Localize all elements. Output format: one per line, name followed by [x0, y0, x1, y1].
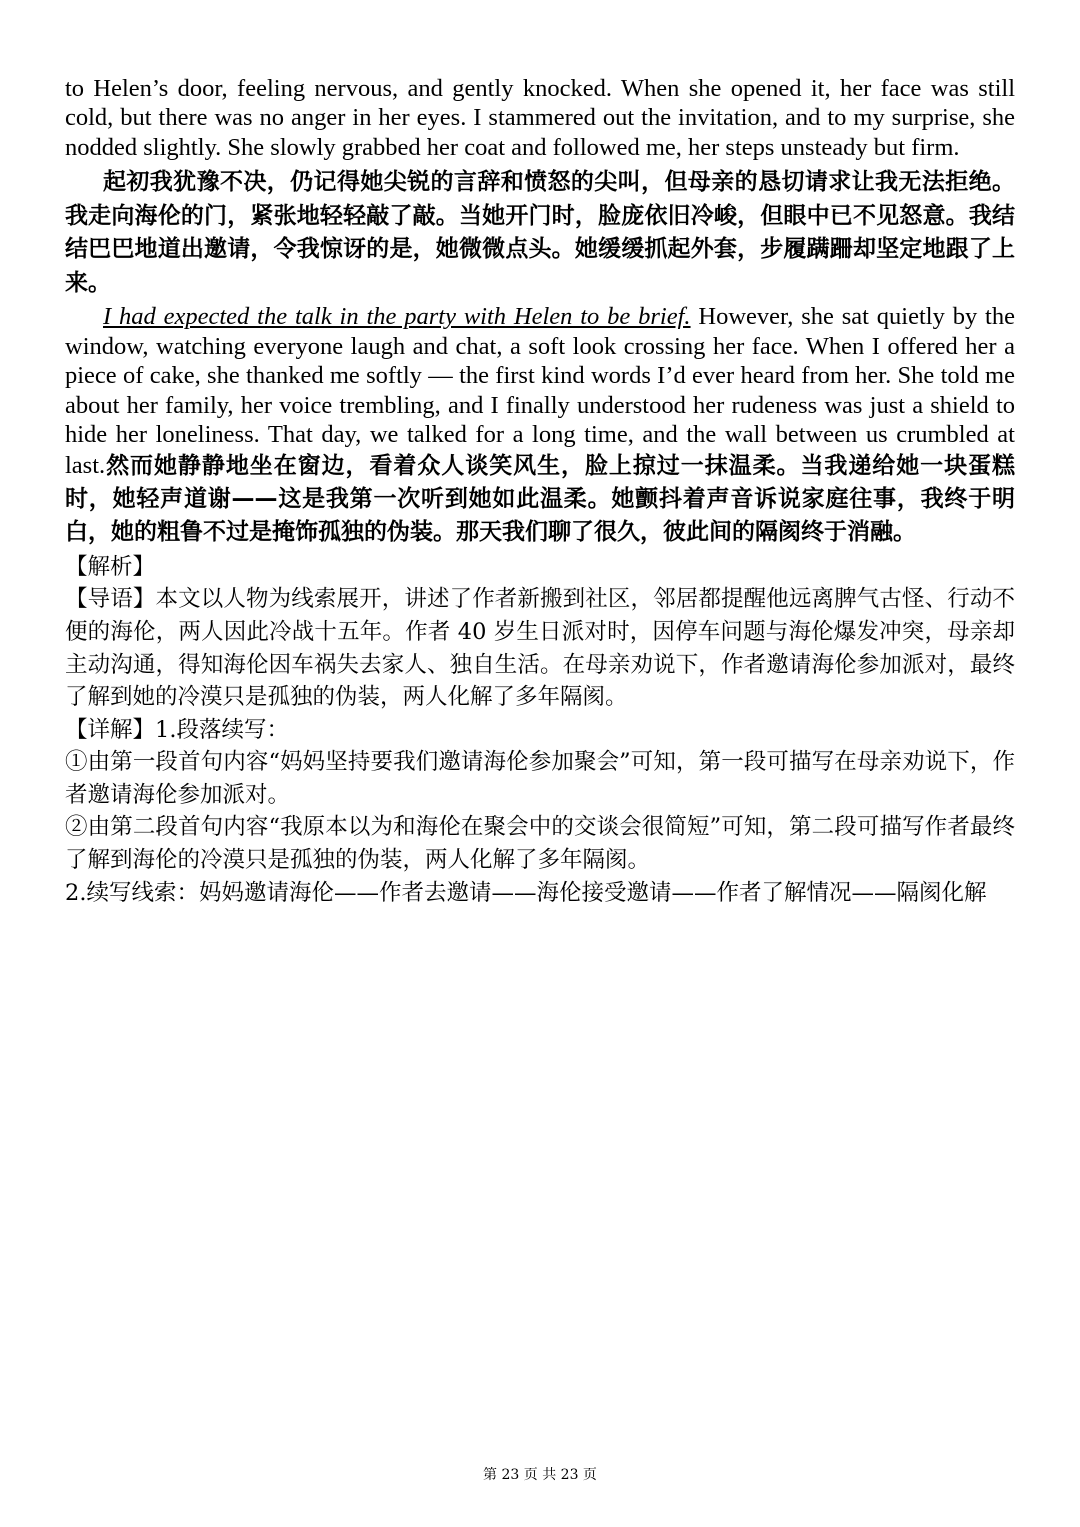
- paragraph-mixed-2: [65, 302, 1015, 549]
- paragraph-english-2: However, she sat quietly by the window, watching everyone laugh and chat, a soft look crossing her face. When I offered her a piece of cake, she thanked me softly — the first kind words I’d ever heard from her. She told me about her family, her voice trembling, and I finally understood her rudeness was just a shield to hide her loneliness. That day, we talked for a long time, and the wall between us crumbled at last.: [65, 303, 1015, 479]
- analysis-heading: 【解析】: [65, 553, 156, 580]
- page-footer: 第 23 页 共 23 页: [483, 1467, 597, 1483]
- analysis-detail-title: 【详解】1.段落续写：: [65, 716, 289, 743]
- paragraph-english-1: to Helen’s door, feeling nervous, and gently knocked. When she opened it, her face was still cold, but there was no anger in her eyes. I stammered out the invitation, and to my surprise, she nodded slightly. She slowly grabbed her coat and followed me, her steps unsteady but firm.: [65, 75, 1015, 161]
- analysis-intro: 【导语】本文以人物为线索展开，讲述了作者新搬到社区，邻居都提醒他远离脾气古怪、行动不便的海伦，两人因此冷战十五年。作者 40 岁生日派对时，因停车问题与海伦爆发冲突，母亲却主动沟通，得知海伦因车祸失去家人、独自生活。在母亲劝说下，作者邀请海伦参加派对，最终了解到她的冷漠只是孤独的伪装，两人化解了多年隔阂。: [65, 586, 1015, 711]
- document-page: [65, 74, 1015, 909]
- paragraph-chinese-1: 起初我犹豫不决，仍记得她尖锐的言辞和愤怒的尖叫，但母亲的恳切请求让我无法拒绝。我走向海伦的门，紧张地轻轻敲了敲。当她开门时，脸庞依旧冷峻，但眼中已不见怒意。我结结巴巴地道出邀请，令我惊讶的是，她微微点头。她缓缓抓起外套，步履蹒跚却坚定地跟了上来。: [65, 169, 1015, 296]
- analysis-clue: 2.续写线索：妈妈邀请海伦——作者去邀请——海伦接受邀请——作者了解情况——隔阂化解: [65, 879, 987, 906]
- analysis-point-2: ②由第二段首句内容“我原本以为和海伦在聚会中的交谈会很简短”可知，第二段可描写作者最终了解到海伦的冷漠只是孤独的伪装，两人化解了多年隔阂。: [65, 814, 1015, 874]
- underlined-prompt-sentence: I had expected the talk in the party with Helen to be brief.: [103, 303, 691, 331]
- analysis-point-1: ①由第一段首句内容“妈妈坚持要我们邀请海伦参加聚会”可知，第一段可描写在母亲劝说下，作者邀请海伦参加派对。: [65, 749, 1015, 808]
- paragraph-chinese-2: 然而她静静地坐在窗边，看着众人谈笑风生，脸上掠过一抹温柔。当我递给她一块蛋糕时，她轻声道谢——这是我第一次听到她如此温柔。她颤抖着声音诉说家庭往事，我终于明白，她的粗鲁不过是掩饰孤独的伪装。那天我们聊了很久，彼此间的隔阂终于消融。: [65, 452, 1015, 545]
